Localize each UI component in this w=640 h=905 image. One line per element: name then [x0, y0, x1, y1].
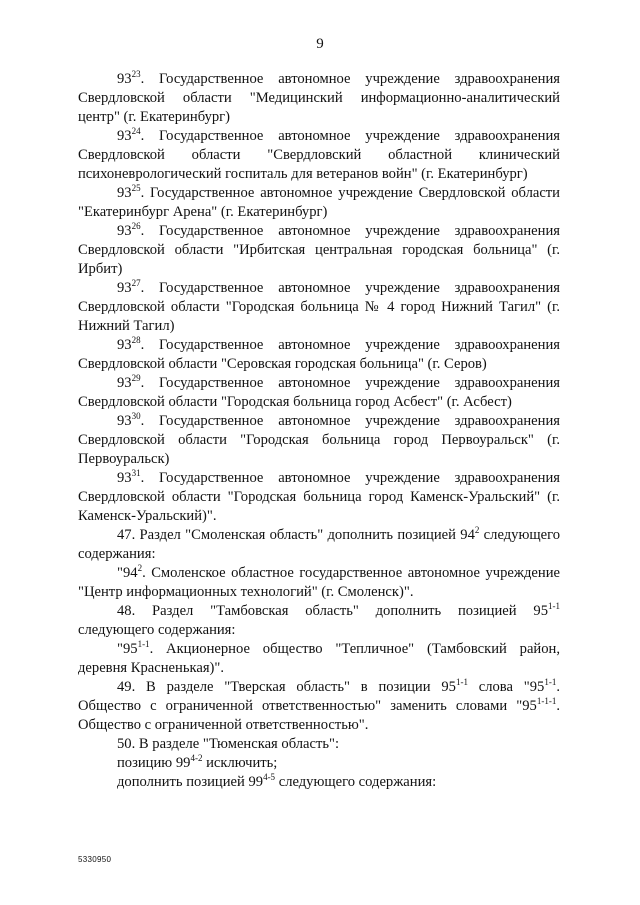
position-paragraph [78, 222, 560, 279]
position-superscript: 27 [131, 278, 141, 289]
item-47-quote: "$94^2$. Смоленское областное государственное автономное учреждение "Центр информационных технологий" (г. Смоленск)". [78, 563, 560, 600]
position-text: . Государственное автономное учреждение здравоохранения Свердловской области "Медицинский информационно-аналитический центр" (г. Екатеринбург) [78, 71, 560, 125]
position-superscript: 25 [131, 183, 141, 194]
position-paragraph [78, 70, 560, 127]
position-paragraph [78, 279, 560, 336]
position-paragraph [78, 412, 560, 469]
position-list [78, 70, 560, 526]
position-text: . Государственное автономное учреждение здравоохранения Свердловской области "Городская больница город Каменск-Уральский" (г. Каменск-Уральский)". [78, 470, 560, 524]
position-text: . Государственное автономное учреждение здравоохранения Свердловской области "Городская больница город Первоуральск" (г. Первоуральск) [78, 413, 560, 467]
item-50: 50. В разделе "Тюменская область": [117, 736, 340, 752]
document-body [78, 70, 560, 792]
position-superscript: 31 [131, 468, 141, 479]
position-number: 93 [117, 413, 132, 429]
position-superscript: 26 [131, 221, 141, 232]
position-paragraph [78, 336, 560, 374]
position-paragraph [78, 127, 560, 184]
position-text: . Государственное автономное учреждение Свердловской области "Екатеринбург Арена" (г. Екатеринбург) [78, 185, 560, 220]
position-number: 93 [117, 128, 132, 144]
footer-code: 5330950 [78, 855, 112, 864]
position-number: 93 [117, 470, 132, 486]
position-text: . Государственное автономное учреждение здравоохранения Свердловской области "Городская больница город Асбест" (г. Асбест) [78, 375, 560, 410]
position-paragraph [78, 469, 560, 526]
page-number: 9 [316, 36, 324, 52]
position-superscript: 24 [131, 126, 141, 137]
position-text: . Государственное автономное учреждение здравоохранения Свердловской области "Ирбитская центральная городская больница" (г. Ирбит) [78, 223, 560, 277]
position-paragraph [78, 184, 560, 222]
position-text: . Государственное автономное учреждение здравоохранения Свердловской области "Серовская городская больница" (г. Серов) [78, 337, 560, 372]
item-49: 49. В разделе "Тверская область" в позиции 95$^{1-1}$ слова "95$^{1-1}$. Общество с ограниченной ответственностью" заменить словами "95$^{1-1-1}$. Общество с ограниченной ответственностью". [78, 677, 560, 733]
position-number: 93 [117, 375, 132, 391]
position-text: . Государственное автономное учреждение здравоохранения Свердловской области "Городская больница № 4 город Нижний Тагил" (г. Нижний Тагил) [78, 280, 560, 334]
position-number: 93 [117, 280, 132, 296]
item-48: 48. Раздел "Тамбовская область" дополнить позицией 95$^{1-1}$ следующего содержания: [78, 601, 560, 638]
item-50-remove: позицию 99$^{4-2}$ исключить; [117, 753, 278, 771]
position-paragraph [78, 374, 560, 412]
item-47: 47. Раздел "Смоленская область" дополнить позицией $94^2$ следующего содержания: [78, 525, 560, 562]
position-superscript: 23 [131, 69, 141, 80]
position-superscript: 30 [131, 411, 141, 422]
position-number: 93 [117, 223, 132, 239]
position-number: 93 [117, 185, 132, 201]
item-48-quote: "95$^{1-1}$. Акционерное общество "Тепличное" (Тамбовский район, деревня Красненькая)". [78, 639, 560, 676]
position-number: 93 [117, 71, 132, 87]
position-text: . Государственное автономное учреждение здравоохранения Свердловской области "Свердловский областной клинический психоневрологический госпиталь для ветеранов войн" (г. Екатеринбург) [78, 128, 560, 182]
position-number: 93 [117, 337, 132, 353]
item-50-add: дополнить позицией 99$^{4-5}$ следующего содержания: [117, 772, 437, 790]
position-superscript: 29 [131, 373, 141, 384]
position-superscript: 28 [131, 335, 141, 346]
